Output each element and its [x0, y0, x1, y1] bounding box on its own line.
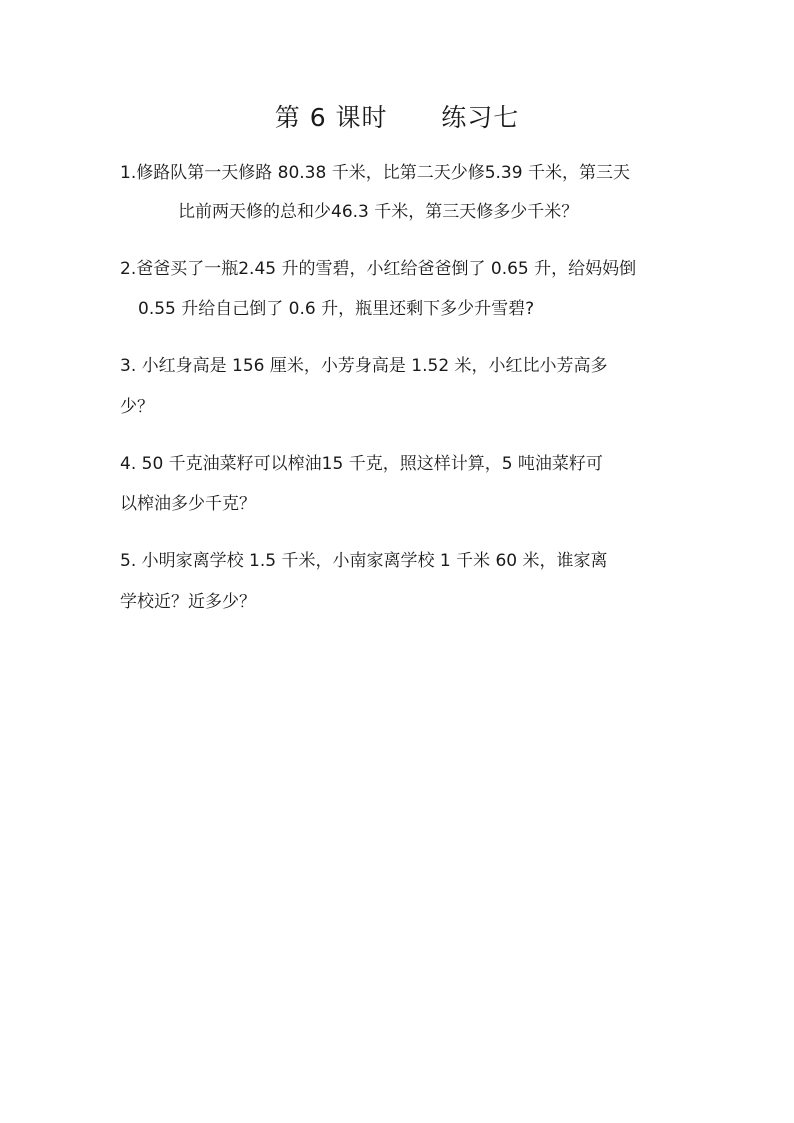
- problem-1-line-1: 1.修路队第一天修路 80.38 千米，比第二天少修5.39 千米，第三天: [120, 163, 630, 183]
- problem-3-line-2: 少？: [120, 397, 154, 417]
- problem-4-line-1: 4. 50 千克油菜籽可以榨油15 千克，照这样计算，5 吨油菜籽可: [120, 454, 603, 474]
- problem-3-line-1: 3. 小红身高是 156 厘米，小芳身高是 1.52 米，小红比小芳高多: [120, 356, 608, 376]
- problem-2-line-2: 0.55 升给自己倒了 0.6 升，瓶里还剩下多少升雪碧?: [138, 299, 535, 319]
- page-title: 第 6 课时 练习七: [274, 103, 520, 132]
- problem-2-line-1: 2.爸爸买了一瓶2.45 升的雪碧，小红给爸爸倒了 0.65 升，给妈妈倒: [120, 259, 637, 279]
- problem-4-line-2: 以榨油多少千克？: [120, 494, 256, 514]
- problem-5-line-1: 5. 小明家离学校 1.5 千米，小南家离学校 1 千米 60 米，谁家离: [120, 551, 608, 571]
- problem-5-line-2: 学校近？近多少？: [120, 592, 256, 612]
- problem-1-line-2: 比前两天修的总和少46.3 千米，第三天修多少千米？: [178, 202, 579, 222]
